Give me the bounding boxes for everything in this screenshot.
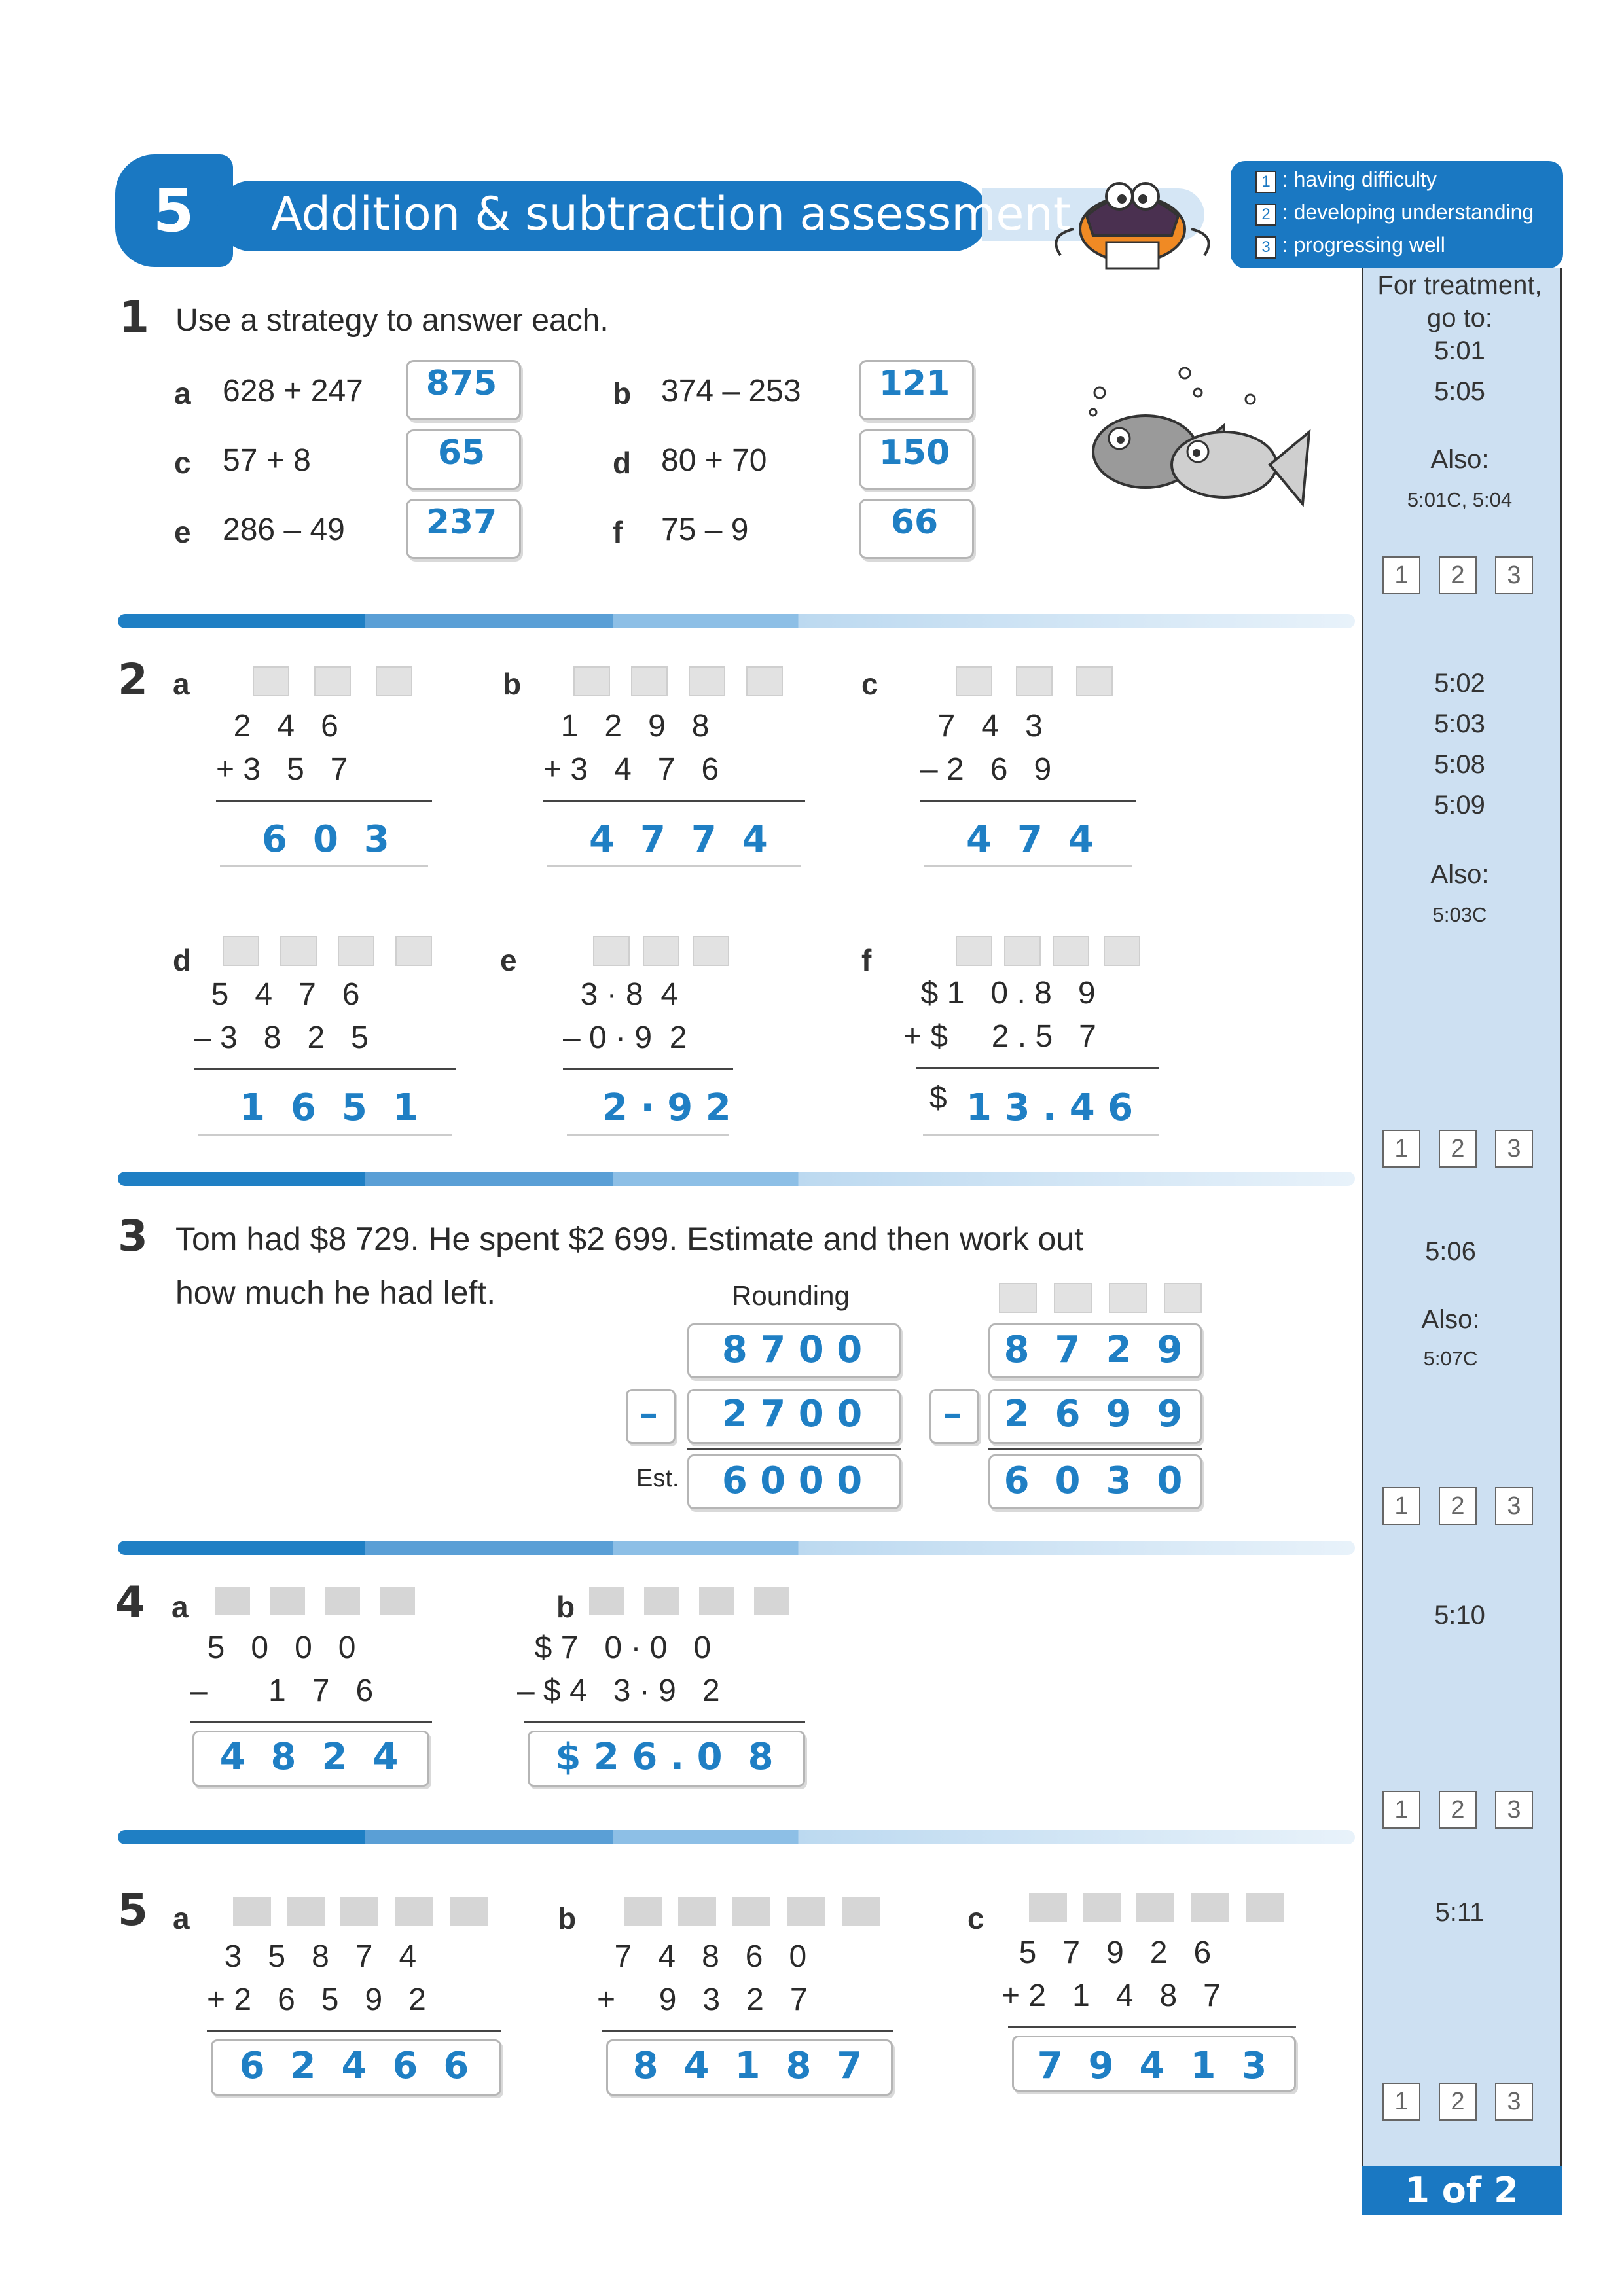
also-label: Also: [1421, 1305, 1480, 1334]
bottom-number: + 2 1 4 8 7 [1001, 1979, 1221, 2013]
item-label: e [500, 943, 517, 977]
question-number: 5 [118, 1885, 148, 1935]
rating-box-3[interactable]: 3 [1495, 556, 1533, 594]
carry-box[interactable] [1053, 936, 1089, 966]
rating-box-1[interactable]: 1 [1382, 1487, 1420, 1525]
answer-value[interactable]: 4 7 7 4 [589, 818, 768, 861]
carry-box[interactable] [732, 1897, 770, 1926]
answer-value: 121 [878, 364, 950, 403]
answer-value[interactable]: 1 3 . 4 6 [966, 1086, 1134, 1129]
carry-box[interactable] [340, 1897, 378, 1926]
sum-line [207, 2030, 501, 2032]
treatment-ref: 5:01 [1434, 336, 1485, 365]
page-indicator: 1 of 2 [1362, 2166, 1562, 2215]
answer-value: 6 2 4 6 6 [239, 2045, 469, 2087]
sum-line [1008, 2026, 1296, 2028]
fish-illustration-icon [1074, 353, 1316, 537]
carry-box[interactable] [678, 1897, 716, 1926]
section-divider [118, 1830, 1355, 1844]
carry-box[interactable] [956, 936, 992, 966]
carry-box[interactable] [215, 1587, 250, 1615]
top-number: 3 · 8 4 [563, 977, 679, 1012]
sum-line [194, 1068, 456, 1070]
carry-box[interactable] [787, 1897, 825, 1926]
treatment-ref: 5:02 [1434, 669, 1485, 698]
carry-box[interactable] [287, 1897, 325, 1926]
section-divider [118, 1541, 1355, 1555]
rating-box-3[interactable]: 3 [1495, 2083, 1533, 2121]
exact-bottom-value: 2 6 9 9 [1003, 1393, 1183, 1435]
item-label: f [861, 943, 872, 977]
sum-line [543, 800, 805, 802]
bottom-number: + 3 5 7 [216, 752, 348, 787]
rating-box-2[interactable]: 2 [1439, 2083, 1477, 2121]
top-number: 3 5 8 7 4 [207, 1939, 417, 1974]
answer-value: 65 [437, 433, 486, 473]
also-refs: 5:07C [1423, 1347, 1478, 1370]
page-title: Addition & subtraction assessment [271, 187, 1072, 241]
estimate-label: Est. [636, 1465, 679, 1492]
rating-box-3[interactable]: 3 [1495, 1791, 1533, 1829]
rating-box-1[interactable]: 1 [1382, 1791, 1420, 1829]
item-label: b [556, 1590, 575, 1624]
section-divider [118, 1172, 1355, 1186]
carry-box[interactable] [1016, 666, 1053, 696]
carry-box[interactable] [280, 936, 317, 966]
carry-box[interactable] [376, 666, 412, 696]
legend-text: : progressing well [1282, 233, 1445, 257]
treatment-heading: go to: [1426, 304, 1493, 332]
bottom-number: + 2 6 5 9 2 [207, 1982, 426, 2017]
carry-box[interactable] [1029, 1893, 1067, 1922]
top-number: 2 4 6 [216, 709, 338, 744]
question-number: 1 [119, 292, 149, 342]
answer-value: 7 9 4 1 3 [1037, 2045, 1267, 2087]
top-number: 5 0 0 0 [190, 1630, 356, 1665]
sum-line [190, 1721, 432, 1723]
item-label: a [173, 667, 190, 701]
carry-box[interactable] [223, 936, 259, 966]
item-label: c [174, 446, 191, 480]
answer-dollar-sign: $ [929, 1081, 947, 1115]
top-number: 5 4 7 6 [194, 977, 360, 1012]
sum-line [916, 1067, 1159, 1069]
carry-box[interactable] [999, 1283, 1037, 1313]
rating-box-3[interactable]: 3 [1495, 1487, 1533, 1525]
carry-box[interactable] [1054, 1283, 1092, 1313]
treatment-sidebar [1362, 268, 1562, 2179]
item-label: a [174, 376, 191, 410]
estimate-value: 6 0 0 0 [721, 1460, 863, 1502]
answer-value: 875 [425, 364, 497, 403]
carry-box[interactable] [450, 1897, 488, 1926]
carry-box[interactable] [1136, 1893, 1174, 1922]
treatment-ref: 5:06 [1425, 1237, 1476, 1266]
answer-value: 237 [425, 503, 497, 542]
answer-value[interactable]: 4 7 4 [966, 818, 1094, 861]
carry-box[interactable] [380, 1587, 415, 1615]
carry-box[interactable] [1076, 666, 1113, 696]
carry-box[interactable] [689, 666, 725, 696]
answer-underline [220, 865, 428, 867]
item-expression: 286 – 49 [223, 512, 345, 547]
rating-box-1[interactable]: 1 [1382, 2083, 1420, 2121]
item-label: c [967, 1901, 984, 1935]
legend-text: : having difficulty [1282, 168, 1437, 191]
item-expression: 374 – 253 [661, 374, 801, 408]
legend-num: 1 [1255, 171, 1276, 193]
carry-box[interactable] [643, 936, 679, 966]
item-label: b [503, 667, 522, 701]
rounding-label: Rounding [732, 1280, 850, 1311]
carry-box[interactable] [1246, 1893, 1284, 1922]
rating-box-3[interactable]: 3 [1495, 1130, 1533, 1168]
carry-box[interactable] [746, 666, 783, 696]
bottom-number: – $ 4 3 · 9 2 [517, 1674, 720, 1708]
rating-box-2[interactable]: 2 [1439, 1791, 1477, 1829]
question-number: 2 [118, 655, 148, 705]
answer-value: $ 2 6 . 0 8 [555, 1736, 774, 1778]
legend-item-1 [1255, 168, 1437, 193]
item-label: a [173, 1901, 190, 1935]
carry-box[interactable] [1104, 936, 1140, 966]
question-instruction: Use a strategy to answer each. [175, 303, 609, 338]
answer-value: 4 8 2 4 [219, 1736, 399, 1778]
item-expression: 75 – 9 [661, 512, 749, 547]
sum-line [687, 1448, 901, 1450]
carry-box[interactable] [1191, 1893, 1229, 1922]
rating-box-2[interactable]: 2 [1439, 1487, 1477, 1525]
minus-sign: – [943, 1393, 962, 1435]
carry-box[interactable] [1164, 1283, 1202, 1313]
top-number: $ 7 0 · 0 0 [517, 1630, 712, 1665]
item-expression: 80 + 70 [661, 443, 767, 478]
rating-box-1[interactable]: 1 [1382, 556, 1420, 594]
item-label: c [861, 667, 878, 701]
answer-underline [547, 865, 801, 867]
rounding-top-value: 8 7 0 0 [721, 1329, 863, 1371]
carry-box[interactable] [253, 666, 289, 696]
section-divider [118, 614, 1355, 628]
carry-box[interactable] [270, 1587, 305, 1615]
answer-value[interactable]: 1 6 5 1 [240, 1086, 418, 1129]
item-label: e [174, 515, 191, 549]
item-expression: 57 + 8 [223, 443, 311, 478]
treatment-ref: 5:08 [1434, 750, 1485, 779]
item-expression: 628 + 247 [223, 374, 363, 408]
question-text: Tom had $8 729. He spent $2 699. Estimate and then work out [175, 1221, 1083, 1257]
carry-box[interactable] [589, 1587, 624, 1615]
treatment-ref: 5:05 [1434, 377, 1485, 406]
carry-box[interactable] [233, 1897, 271, 1926]
legend-text: : developing understanding [1282, 200, 1534, 224]
question-number: 4 [115, 1577, 145, 1628]
treatment-ref: 5:10 [1434, 1601, 1485, 1630]
bottom-number: + $ 2 . 5 7 [903, 1019, 1096, 1054]
answer-underline [567, 1134, 729, 1136]
top-number: 1 2 9 8 [543, 709, 710, 744]
rating-box-1[interactable]: 1 [1382, 1130, 1420, 1168]
carry-box[interactable] [573, 666, 610, 696]
legend-item-2 [1255, 200, 1534, 226]
answer-value: 8 4 1 8 7 [632, 2045, 863, 2087]
carry-box[interactable] [624, 1897, 662, 1926]
legend-item-3 [1255, 233, 1445, 259]
sum-line [216, 800, 432, 802]
also-refs: 5:01C, 5:04 [1407, 488, 1513, 511]
question-number: 3 [118, 1211, 148, 1261]
treatment-ref: 5:03 [1434, 709, 1485, 738]
item-label: b [558, 1901, 577, 1935]
question-text: how much he had left. [175, 1274, 496, 1311]
minus-sign: – [640, 1393, 658, 1435]
legend-num: 3 [1255, 236, 1276, 259]
sum-line [920, 800, 1136, 802]
exact-result-value: 6 0 3 0 [1003, 1460, 1183, 1502]
bottom-number: – 2 6 9 [920, 752, 1052, 787]
bottom-number: – 1 7 6 [190, 1674, 374, 1708]
item-label: b [613, 376, 632, 410]
crab-mascot-icon [1034, 157, 1224, 281]
carry-box[interactable] [754, 1587, 789, 1615]
also-refs: 5:03C [1432, 903, 1487, 926]
carry-box[interactable] [631, 666, 668, 696]
answer-value: 66 [890, 503, 939, 542]
bottom-number: + 9 3 2 7 [597, 1982, 808, 2017]
sum-line [602, 2030, 893, 2032]
carry-box[interactable] [325, 1587, 360, 1615]
item-label: d [173, 943, 192, 977]
answer-underline [198, 1134, 452, 1136]
top-number: $ 1 0 . 8 9 [903, 976, 1096, 1011]
carry-box[interactable] [644, 1587, 679, 1615]
sum-line [563, 1068, 733, 1070]
carry-box[interactable] [314, 666, 351, 696]
carry-box[interactable] [395, 1897, 433, 1926]
item-label: d [613, 446, 632, 480]
carry-box[interactable] [338, 936, 374, 966]
bottom-number: – 0 · 9 2 [563, 1020, 687, 1055]
item-label: f [613, 515, 623, 549]
answer-value: 150 [878, 433, 950, 473]
answer-value[interactable]: 6 0 3 [262, 818, 389, 861]
also-label: Also: [1430, 860, 1489, 889]
rating-box-2[interactable]: 2 [1439, 1130, 1477, 1168]
treatment-heading: For treatment, [1377, 271, 1542, 300]
carry-box[interactable] [699, 1587, 734, 1615]
rounding-bottom-value: 2 7 0 0 [721, 1393, 863, 1435]
top-number: 7 4 8 6 0 [597, 1939, 807, 1974]
exact-top-value: 8 7 2 9 [1003, 1329, 1183, 1371]
legend-panel [1231, 161, 1563, 268]
sum-line [524, 1721, 805, 1723]
answer-underline [923, 1134, 1159, 1136]
carry-box[interactable] [956, 666, 992, 696]
unit-number: 5 [153, 177, 194, 245]
answer-underline [924, 865, 1132, 867]
bottom-number: – 3 8 2 5 [194, 1020, 369, 1055]
carry-box[interactable] [1004, 936, 1041, 966]
item-label: a [171, 1590, 189, 1624]
top-number: 7 4 3 [920, 709, 1043, 744]
legend-num: 2 [1255, 204, 1276, 226]
sum-line [988, 1448, 1202, 1450]
also-label: Also: [1430, 445, 1489, 474]
treatment-ref: 5:09 [1434, 791, 1485, 819]
carry-box[interactable] [395, 936, 432, 966]
treatment-ref: 5:11 [1435, 1898, 1485, 1927]
carry-box[interactable] [842, 1897, 880, 1926]
top-number: 5 7 9 2 6 [1001, 1935, 1212, 1970]
bottom-number: + 3 4 7 6 [543, 752, 719, 787]
carry-box[interactable] [593, 936, 630, 966]
carry-box[interactable] [693, 936, 729, 966]
carry-box[interactable] [1109, 1283, 1147, 1313]
rating-box-2[interactable]: 2 [1439, 556, 1477, 594]
carry-box[interactable] [1083, 1893, 1121, 1922]
answer-value[interactable]: 2 · 9 2 [602, 1086, 731, 1129]
